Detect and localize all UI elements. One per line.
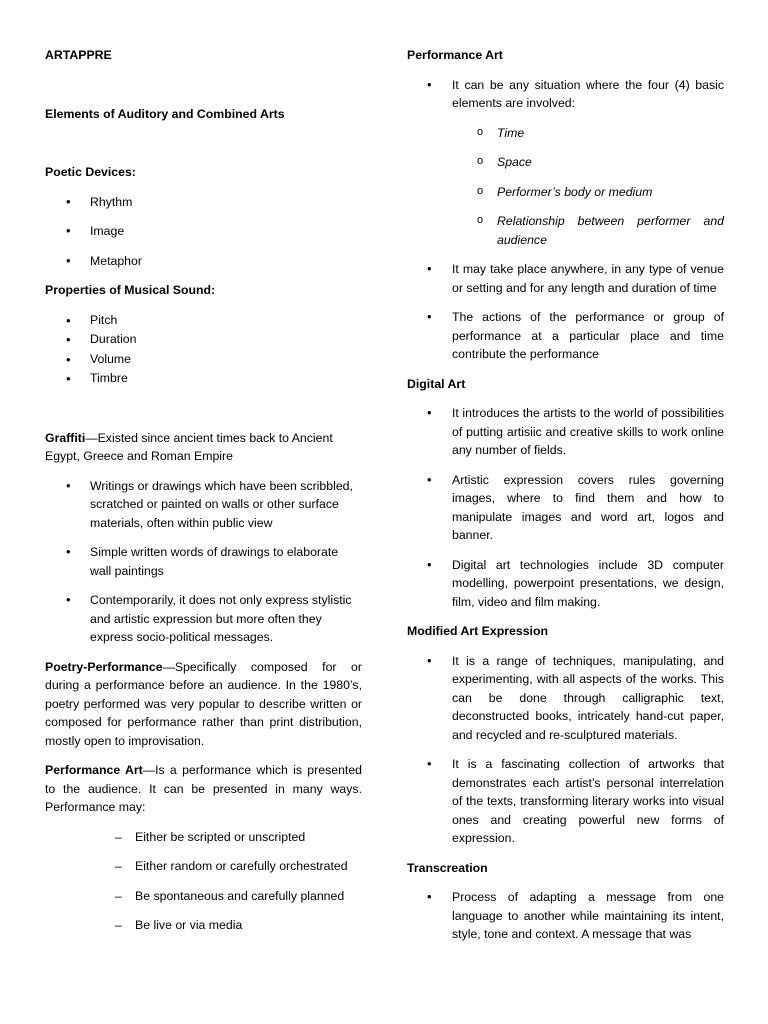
list-item: • Writings or drawings which have been scribbled, scratched or painted on walls or other surface materials, often within public view <box>45 477 362 533</box>
list-item: • Pitch <box>45 311 362 331</box>
list-item: – Be spontaneous and carefully planned <box>45 887 362 906</box>
list-item: • Artistic expression covers rules governing images, where to find them and how to manipulate images and word art, logos and banner. <box>407 471 724 545</box>
list-item: o Relationship between performer and audience <box>407 212 724 249</box>
list-item: • Image <box>45 222 362 241</box>
list-item: o Time <box>407 124 724 143</box>
poetic-devices-heading: Poetic Devices: <box>45 165 136 179</box>
left-column <box>45 44 362 935</box>
list-item: o Space <box>407 153 724 172</box>
list-item: – Either random or carefully orchestrated <box>45 857 362 876</box>
performance-art-term: Performance Art <box>45 763 143 777</box>
list-item: • It may take place anywhere, in any type of venue or setting and for any length and duration of time <box>407 260 724 297</box>
section-title: Elements of Auditory and Combined Arts <box>45 106 285 121</box>
graffiti-term: Graffiti <box>45 430 86 445</box>
performance-art-list-continued <box>407 260 724 364</box>
performance-art-definition <box>45 761 362 817</box>
modified-art-heading: Modified Art Expression <box>407 624 548 638</box>
list-item: • It is a range of techniques, manipulating, and experimenting, with all aspects of the works. This can be done through calligraphic text, deconstructed books, intricately hand-cut paper, and recycled and re-sculptured materials. <box>407 652 724 745</box>
performance-may-list <box>45 828 362 935</box>
performance-art-heading: Performance Art <box>407 48 503 62</box>
transcreation-list <box>407 888 724 944</box>
list-item: • The actions of the performance or group of performance at a particular place and time contribute the performance <box>407 308 724 364</box>
graffiti-definition <box>45 429 362 466</box>
poetry-performance-text: —Specifically composed for or during a performance before an audience. In the 1980’s, poetry performed was very popular to describe written or composed for performance rather than print distribution, mostly open to improvisation. <box>45 659 362 748</box>
list-item: • It introduces the artists to the world of possibilities of putting artisiic and creative skills to work online any number of fields. <box>407 404 724 460</box>
list-item: • Duration <box>45 330 362 350</box>
poetry-performance-term: Poetry-Performance <box>45 659 163 674</box>
list-item: • Digital art technologies include 3D computer modelling, powerpoint presentations, we design, film, video and film making. <box>407 556 724 612</box>
musical-sound-list <box>45 311 362 389</box>
graffiti-text: —Existed since ancient times back to Ancient Egypt, Greece and Roman Empire <box>45 430 333 463</box>
list-item: • Simple written words of drawings to elaborate wall paintings <box>45 543 362 580</box>
modified-art-list <box>407 652 724 848</box>
list-item: • Contemporarily, it does not only express stylistic and artistic expression but more often they express socio-political messages. <box>45 591 362 647</box>
list-item: – Either be scripted or unscripted <box>45 828 362 847</box>
musical-sound-heading: Properties of Musical Sound: <box>45 283 216 297</box>
performance-art-list <box>407 76 724 113</box>
poetry-performance-definition <box>45 658 362 751</box>
list-item: • Metaphor <box>45 252 362 271</box>
digital-art-heading: Digital Art <box>407 376 466 391</box>
digital-art-list <box>407 404 724 611</box>
right-column <box>407 44 724 944</box>
list-item: o Performer’s body or medium <box>407 183 724 202</box>
performance-art-text: —Is a performance which is presented to the audience. It can be presented in many ways. Performance may: <box>45 763 362 814</box>
document-title: ARTAPPRE <box>45 48 112 62</box>
performance-elements-list <box>407 124 724 250</box>
list-item: • Rhythm <box>45 193 362 212</box>
list-item: – Be live or via media <box>45 916 362 935</box>
graffiti-list <box>45 477 362 647</box>
list-item: • It can be any situation where the four (4) basic elements are involved: <box>407 76 724 113</box>
list-item: • It is a fascinating collection of artworks that demonstrates each artist’s personal interrelation of the texts, transforming literary works into visual ones and creating powerful new forms of expression. <box>407 755 724 848</box>
poetic-devices-list <box>45 193 362 271</box>
transcreation-heading: Transcreation <box>407 860 488 875</box>
list-item: • Timbre <box>45 369 362 389</box>
list-item: • Process of adapting a message from one language to another while maintaining its intent, style, tone and context. A message that was <box>407 888 724 944</box>
list-item: • Volume <box>45 350 362 370</box>
